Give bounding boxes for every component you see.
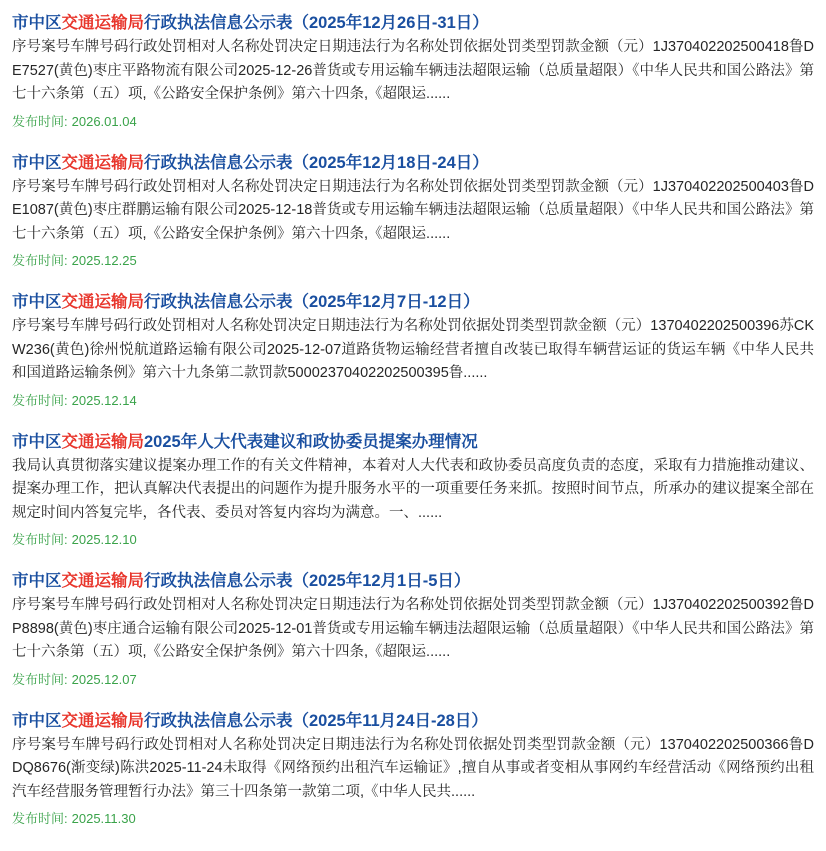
result-title-link[interactable]: [12, 433, 478, 451]
result-title-keyword: 交通运输局: [61, 293, 144, 311]
search-result-item: [12, 10, 814, 132]
result-title-text: 市中区: [12, 153, 62, 172]
publish-time-label: 发布时间:: [12, 253, 68, 268]
search-result-item: [12, 429, 814, 551]
result-title-text: 市中区: [12, 572, 62, 590]
result-title-keyword: 交通运输局: [61, 432, 144, 451]
result-meta: [12, 530, 814, 550]
result-snippet: 我局认真贯彻落实建议提案办理工作的有关文件精神，本着对人大代表和政协委员高度负责的态度，采取有力措施推动建议、提案办理工作，把认真解决代表提出的问题作为提升服务水平的一项重要任务来抓。按照时间节点，所承办的建议提案全部在规定时间内答复完毕，各代表、委员对答复内容均为满意。一、......: [12, 457, 814, 521]
result-title-text: 市中区: [12, 293, 62, 311]
result-meta: [12, 809, 814, 829]
publish-time-value: 2025.11.30: [71, 811, 136, 826]
result-title-link[interactable]: [12, 293, 480, 311]
publish-time-value: 2026.01.04: [71, 113, 137, 129]
result-meta: [12, 670, 814, 690]
result-title-text: 2025年人大代表建议和政协委员提案办理情况: [144, 432, 478, 451]
result-snippet: 序号案号车牌号码行政处罚相对人名称处罚决定日期违法行为名称处罚依据处罚类型罚款金额（元）1J370402202500403鲁DE1087(黄色)枣庄群鹏运输有限公司2025-12-18普货或专用运输车辆违法超限运输（总质量超限）《中华人民共和国公路法》第七十六条第（五）项,《公路安全保护条例》第六十四条,《超限运......: [12, 178, 814, 242]
publish-time-value: 2025.12.10: [71, 532, 137, 547]
result-title-link[interactable]: [12, 154, 489, 172]
search-result-item: [12, 568, 814, 690]
publish-time-label: 发布时间:: [12, 113, 68, 129]
result-title-text: 市中区: [12, 432, 62, 451]
result-meta: [12, 251, 814, 271]
search-result-item: [12, 708, 814, 830]
publish-time-label: 发布时间:: [12, 532, 68, 547]
search-result-item: [12, 150, 814, 272]
result-title-link[interactable]: [12, 712, 488, 730]
result-title-text: 行政执法信息公示表（2025年12月1日-5日）: [144, 572, 471, 590]
publish-time-label: 发布时间:: [12, 671, 68, 687]
result-snippet: 序号案号车牌号码行政处罚相对人名称处罚决定日期违法行为名称处罚依据处罚类型罚款金额（元）1370402202500366鲁DDQ8676(渐变绿)陈洪2025-11-24未取得《网络预约出租汽车运输证》,擅自从事或者变相从事网约车经营活动《网络预约出租汽车经营服务管理暂行办法》第三十四条第一款第二项,《中华人民共......: [12, 736, 814, 800]
result-snippet: 序号案号车牌号码行政处罚相对人名称处罚决定日期违法行为名称处罚依据处罚类型罚款金额（元）1J370402202500418鲁DE7527(黄色)枣庄平路物流有限公司2025-12-26普货或专用运输车辆违法超限运输（总质量超限）《中华人民共和国公路法》第七十六条第（五）项,《公路安全保护条例》第六十四条,《超限运......: [12, 39, 814, 102]
result-title-text: 市中区: [12, 14, 62, 32]
result-title-text: 行政执法信息公示表（2025年12月18日-24日）: [144, 153, 489, 172]
search-results-list: [12, 10, 814, 829]
result-title-keyword: 交通运输局: [61, 572, 144, 590]
result-title-keyword: 交通运输局: [61, 14, 144, 32]
result-title-text: 行政执法信息公示表（2025年11月24日-28日）: [144, 711, 488, 730]
result-title-text: 行政执法信息公示表（2025年12月7日-12日）: [144, 293, 480, 311]
result-title-link[interactable]: [12, 14, 489, 32]
result-meta: [12, 391, 814, 411]
result-title-text: 市中区: [12, 711, 62, 730]
publish-time-label: 发布时间:: [12, 392, 68, 408]
result-snippet: 序号案号车牌号码行政处罚相对人名称处罚决定日期违法行为名称处罚依据处罚类型罚款金额（元）1370402202500396苏CKW236(黄色)徐州悦航道路运输有限公司2025-12-07道路货物运输经营者擅自改装已取得车辆营运证的货运车辆《中华人民共和国道路运输条例》第六十九条第二款罚款50002370402202500395鲁......: [12, 318, 814, 381]
result-title-text: 行政执法信息公示表（2025年12月26日-31日）: [144, 14, 489, 32]
result-title-keyword: 交通运输局: [61, 153, 144, 172]
result-meta: [12, 112, 814, 132]
result-snippet: 序号案号车牌号码行政处罚相对人名称处罚决定日期违法行为名称处罚依据处罚类型罚款金额（元）1J370402202500392鲁DP8898(黄色)枣庄通合运输有限公司2025-12-01普货或专用运输车辆违法超限运输（总质量超限）《中华人民共和国公路法》第七十六条第（五）项,《公路安全保护条例》第六十四条,《超限运......: [12, 597, 814, 660]
search-result-item: [12, 289, 814, 411]
publish-time-value: 2025.12.07: [71, 671, 137, 687]
publish-time-value: 2025.12.25: [71, 253, 137, 268]
result-title-keyword: 交通运输局: [61, 711, 144, 730]
publish-time-value: 2025.12.14: [71, 392, 137, 408]
publish-time-label: 发布时间:: [12, 811, 68, 826]
result-title-link[interactable]: [12, 572, 470, 590]
